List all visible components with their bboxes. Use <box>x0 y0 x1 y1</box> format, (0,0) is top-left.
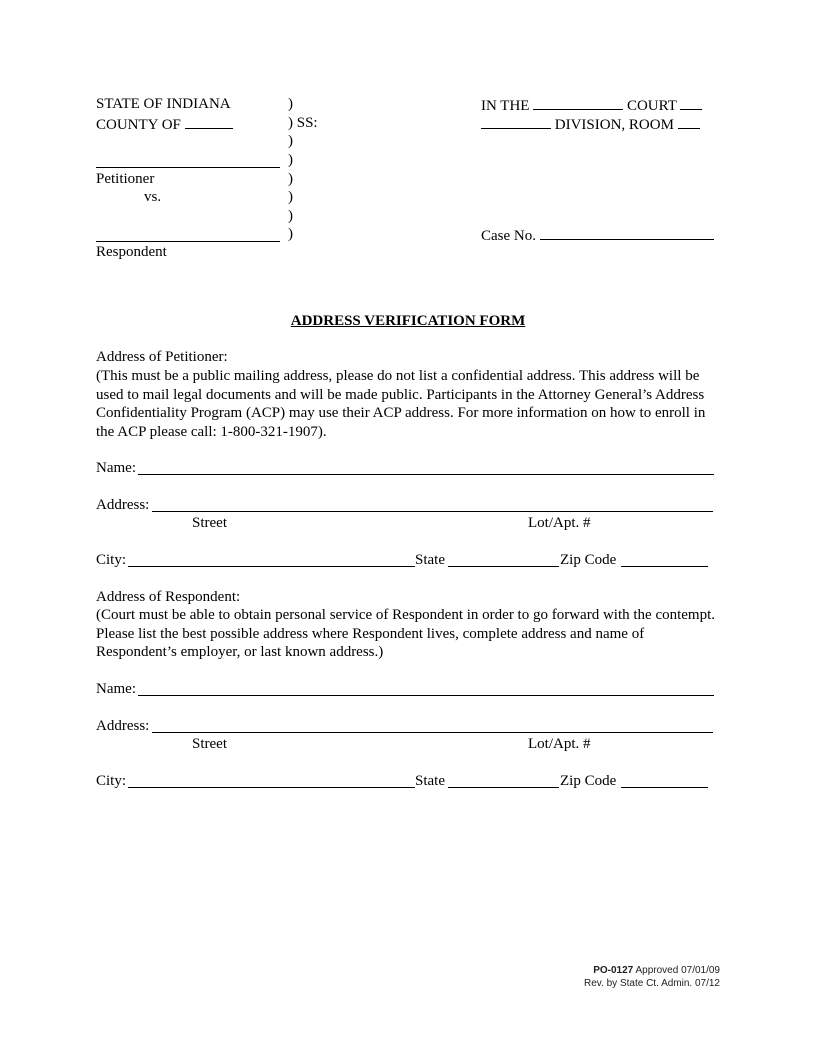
paren-ss <box>288 114 318 132</box>
paren: ) <box>288 133 293 149</box>
court-line <box>481 95 702 115</box>
pet-address-label: Address: <box>96 497 150 513</box>
pet-lot-label: Lot/Apt. # <box>528 515 591 531</box>
paren: ) <box>288 96 293 112</box>
pet-city-field[interactable] <box>128 566 415 567</box>
petitioner-name-blank[interactable] <box>96 167 280 168</box>
court-label: COURT <box>626 98 677 114</box>
state-label: STATE OF INDIANA <box>96 96 231 112</box>
division-room-label: DIVISION, ROOM <box>554 117 674 133</box>
pet-zip-label: Zip Code <box>560 552 617 568</box>
ss-label: SS: <box>296 115 318 131</box>
respondent-instructions: (Court must be able to obtain personal service of Respondent in order to go forward with the contempt. Please list the best possible address where Respondent lives, complete address and name of Respondent’s employer, or last known address.) <box>96 607 716 660</box>
respondent-name-blank[interactable] <box>96 241 280 242</box>
petitioner-instructions: (This must be a public mailing address, please do not list a confidential address. This address will be used to mail legal documents and will be made public. Participants in the Attorney General’s Address Confidentiality Program (ACP) may use their ACP address. For more information on how to enroll in the ACP please call: 1-800-321-1907). <box>96 368 706 440</box>
resp-street-label: Street <box>192 736 227 752</box>
resp-city-label: City: <box>96 773 127 789</box>
room-blank[interactable] <box>678 114 700 129</box>
respondent-label: Respondent <box>96 244 167 260</box>
resp-address-label: Address: <box>96 718 150 734</box>
pet-name-field[interactable] <box>138 474 714 475</box>
county-label <box>96 114 233 134</box>
form-title: ADDRESS VERIFICATION FORM <box>290 313 526 329</box>
approved-date: Approved 07/01/09 <box>635 965 720 976</box>
case-no-line <box>481 225 714 245</box>
paren: ) <box>288 115 293 131</box>
pet-name-label: Name: <box>96 460 136 476</box>
paren: ) <box>288 189 293 205</box>
resp-name-field[interactable] <box>138 695 714 696</box>
petitioner-heading: Address of Petitioner: <box>96 349 228 365</box>
vs-label: vs. <box>144 189 162 205</box>
pet-zip-field[interactable] <box>621 566 708 567</box>
pet-street-label: Street <box>192 515 227 531</box>
case-no-blank[interactable] <box>540 225 714 240</box>
division-blank[interactable] <box>481 114 551 129</box>
pet-city-label: City: <box>96 552 127 568</box>
resp-state-label: State <box>415 773 445 789</box>
resp-name-label: Name: <box>96 681 136 697</box>
paren: ) <box>288 226 293 242</box>
case-no-label: Case No. <box>481 228 536 244</box>
court-blank[interactable] <box>533 95 623 110</box>
form-number: PO-0127 <box>593 965 634 976</box>
footer-form-line <box>593 964 720 977</box>
resp-state-field[interactable] <box>448 787 559 788</box>
county-blank[interactable] <box>185 114 233 129</box>
footer-revised: Rev. by State Ct. Admin. 07/12 <box>584 978 720 989</box>
resp-lot-label: Lot/Apt. # <box>528 736 591 752</box>
petitioner-label: Petitioner <box>96 171 155 187</box>
pet-state-label: State <box>415 552 445 568</box>
pet-state-field[interactable] <box>448 566 559 567</box>
respondent-heading: Address of Respondent: <box>96 589 241 605</box>
paren: ) <box>288 152 293 168</box>
court-number-blank[interactable] <box>680 95 702 110</box>
paren: ) <box>288 208 293 224</box>
paren: ) <box>288 171 293 187</box>
in-the-label: IN THE <box>481 98 530 114</box>
county-text: COUNTY OF <box>96 117 181 133</box>
resp-zip-field[interactable] <box>621 787 708 788</box>
resp-address-field[interactable] <box>152 732 713 733</box>
pet-address-field[interactable] <box>152 511 713 512</box>
division-line <box>481 114 700 134</box>
resp-zip-label: Zip Code <box>560 773 617 789</box>
resp-city-field[interactable] <box>128 787 415 788</box>
